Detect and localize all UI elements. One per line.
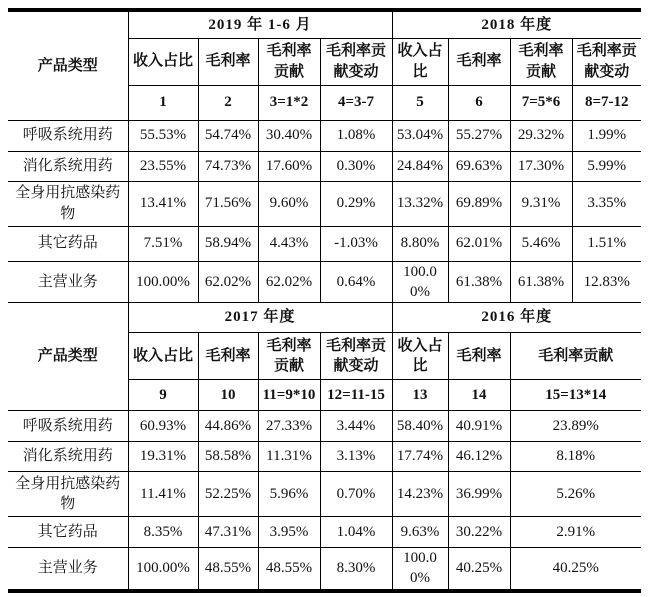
value-cell: 48.55% [198, 548, 258, 591]
period-header-2018: 2018 年度 [392, 10, 641, 38]
value-cell: 61.38% [510, 261, 572, 303]
value-cell: 5.26% [510, 472, 641, 517]
value-cell: 23.55% [128, 151, 198, 181]
column-header: 收入占比 [392, 333, 448, 380]
column-header: 毛利率贡献变动 [572, 38, 641, 85]
value-cell: 58.58% [198, 442, 258, 472]
period-header-row-top [8, 10, 641, 38]
row-label: 消化系统用药 [8, 442, 128, 472]
value-cell: 69.89% [448, 181, 510, 226]
row-label: 呼吸系统用药 [8, 411, 128, 442]
value-cell: 8.35% [128, 517, 198, 548]
table-row [8, 151, 641, 181]
value-cell: 69.63% [448, 151, 510, 181]
value-cell: 8.18% [510, 442, 641, 472]
row-label: 全身用抗感染药物 [8, 472, 128, 517]
value-cell: 61.38% [448, 261, 510, 303]
column-header: 收入占比 [128, 333, 198, 380]
column-header: 毛利率贡献 [258, 38, 320, 85]
value-cell: 3.13% [320, 442, 392, 472]
row-label: 全身用抗感染药物 [8, 181, 128, 226]
row-label: 消化系统用药 [8, 151, 128, 181]
value-cell: 48.55% [258, 548, 320, 591]
row-label: 其它药品 [8, 517, 128, 548]
value-cell: 36.99% [448, 472, 510, 517]
value-cell: 17.74% [392, 442, 448, 472]
value-cell: 3.35% [572, 181, 641, 226]
value-cell: 62.02% [198, 261, 258, 303]
value-cell: 55.53% [128, 120, 198, 151]
formula-header: 14 [448, 380, 510, 411]
row-label: 主营业务 [8, 548, 128, 591]
value-cell: 4.43% [258, 226, 320, 261]
table-row [8, 261, 641, 303]
value-cell: 30.22% [448, 517, 510, 548]
value-cell: 7.51% [128, 226, 198, 261]
value-cell: 8.80% [392, 226, 448, 261]
column-header: 毛利率贡献变动 [320, 333, 392, 380]
value-cell: 29.32% [510, 120, 572, 151]
formula-header: 2 [198, 85, 258, 120]
value-cell: 0.30% [320, 151, 392, 181]
value-cell: 100.00% [392, 548, 448, 591]
column-header: 收入占比 [128, 38, 198, 85]
value-cell: 0.70% [320, 472, 392, 517]
column-header: 毛利率 [448, 38, 510, 85]
table-row [8, 517, 641, 548]
value-cell: 47.31% [198, 517, 258, 548]
formula-header: 9 [128, 380, 198, 411]
value-cell: 62.02% [258, 261, 320, 303]
row-label: 主营业务 [8, 261, 128, 303]
value-cell: 3.44% [320, 411, 392, 442]
value-cell: 5.46% [510, 226, 572, 261]
value-cell: 100.00% [128, 261, 198, 303]
value-cell: 13.32% [392, 181, 448, 226]
value-cell: 1.99% [572, 120, 641, 151]
column-header: 毛利率 [198, 333, 258, 380]
value-cell: 9.31% [510, 181, 572, 226]
value-cell: 14.23% [392, 472, 448, 517]
value-cell: 62.01% [448, 226, 510, 261]
period-header-row-bottom [8, 303, 641, 333]
value-cell: -1.03% [320, 226, 392, 261]
period-header-2016: 2016 年度 [392, 303, 641, 333]
table-row [8, 411, 641, 442]
value-cell: 23.89% [510, 411, 641, 442]
value-cell: 46.12% [448, 442, 510, 472]
column-header: 收入占比 [392, 38, 448, 85]
value-cell: 71.56% [198, 181, 258, 226]
value-cell: 1.08% [320, 120, 392, 151]
value-cell: 12.83% [572, 261, 641, 303]
value-cell: 17.60% [258, 151, 320, 181]
value-cell: 53.04% [392, 120, 448, 151]
value-cell: 60.93% [128, 411, 198, 442]
product-type-header: 产品类型 [8, 303, 128, 411]
formula-header: 4=3-7 [320, 85, 392, 120]
table-row [8, 442, 641, 472]
column-header: 毛利率 [198, 38, 258, 85]
value-cell: 8.30% [320, 548, 392, 591]
formula-header: 11=9*10 [258, 380, 320, 411]
value-cell: 74.73% [198, 151, 258, 181]
value-cell: 27.33% [258, 411, 320, 442]
formula-header: 15=13*14 [510, 380, 641, 411]
value-cell: 19.31% [128, 442, 198, 472]
formula-header: 1 [128, 85, 198, 120]
gross-margin-by-product-table [8, 8, 641, 593]
value-cell: 1.51% [572, 226, 641, 261]
value-cell: 1.04% [320, 517, 392, 548]
value-cell: 11.31% [258, 442, 320, 472]
value-cell: 55.27% [448, 120, 510, 151]
table-row [8, 181, 641, 226]
column-header: 毛利率贡献变动 [320, 38, 392, 85]
value-cell: 40.25% [510, 548, 641, 591]
value-cell: 9.63% [392, 517, 448, 548]
value-cell: 52.25% [198, 472, 258, 517]
value-cell: 13.41% [128, 181, 198, 226]
value-cell: 9.60% [258, 181, 320, 226]
formula-header: 10 [198, 380, 258, 411]
value-cell: 54.74% [198, 120, 258, 151]
table-row [8, 226, 641, 261]
formula-header: 7=5*6 [510, 85, 572, 120]
formula-header: 6 [448, 85, 510, 120]
value-cell: 2.91% [510, 517, 641, 548]
column-header: 毛利率贡献 [510, 38, 572, 85]
period-header-2019h1: 2019 年 1-6 月 [128, 10, 392, 38]
value-cell: 40.91% [448, 411, 510, 442]
column-header: 毛利率贡献 [510, 333, 641, 380]
period-header-2017: 2017 年度 [128, 303, 392, 333]
table-row [8, 120, 641, 151]
formula-header: 5 [392, 85, 448, 120]
row-label: 其它药品 [8, 226, 128, 261]
formula-header: 13 [392, 380, 448, 411]
value-cell: 24.84% [392, 151, 448, 181]
value-cell: 5.99% [572, 151, 641, 181]
value-cell: 30.40% [258, 120, 320, 151]
row-label: 呼吸系统用药 [8, 120, 128, 151]
table-row [8, 548, 641, 591]
value-cell: 40.25% [448, 548, 510, 591]
table-row [8, 472, 641, 517]
value-cell: 0.64% [320, 261, 392, 303]
column-header: 毛利率 [448, 333, 510, 380]
value-cell: 11.41% [128, 472, 198, 517]
value-cell: 44.86% [198, 411, 258, 442]
column-header: 毛利率贡献 [258, 333, 320, 380]
value-cell: 0.29% [320, 181, 392, 226]
value-cell: 17.30% [510, 151, 572, 181]
value-cell: 5.96% [258, 472, 320, 517]
value-cell: 58.40% [392, 411, 448, 442]
formula-header: 3=1*2 [258, 85, 320, 120]
product-type-header: 产品类型 [8, 10, 128, 120]
value-cell: 3.95% [258, 517, 320, 548]
formula-header: 12=11-15 [320, 380, 392, 411]
value-cell: 100.00% [392, 261, 448, 303]
value-cell: 58.94% [198, 226, 258, 261]
value-cell: 100.00% [128, 548, 198, 591]
formula-header: 8=7-12 [572, 85, 641, 120]
